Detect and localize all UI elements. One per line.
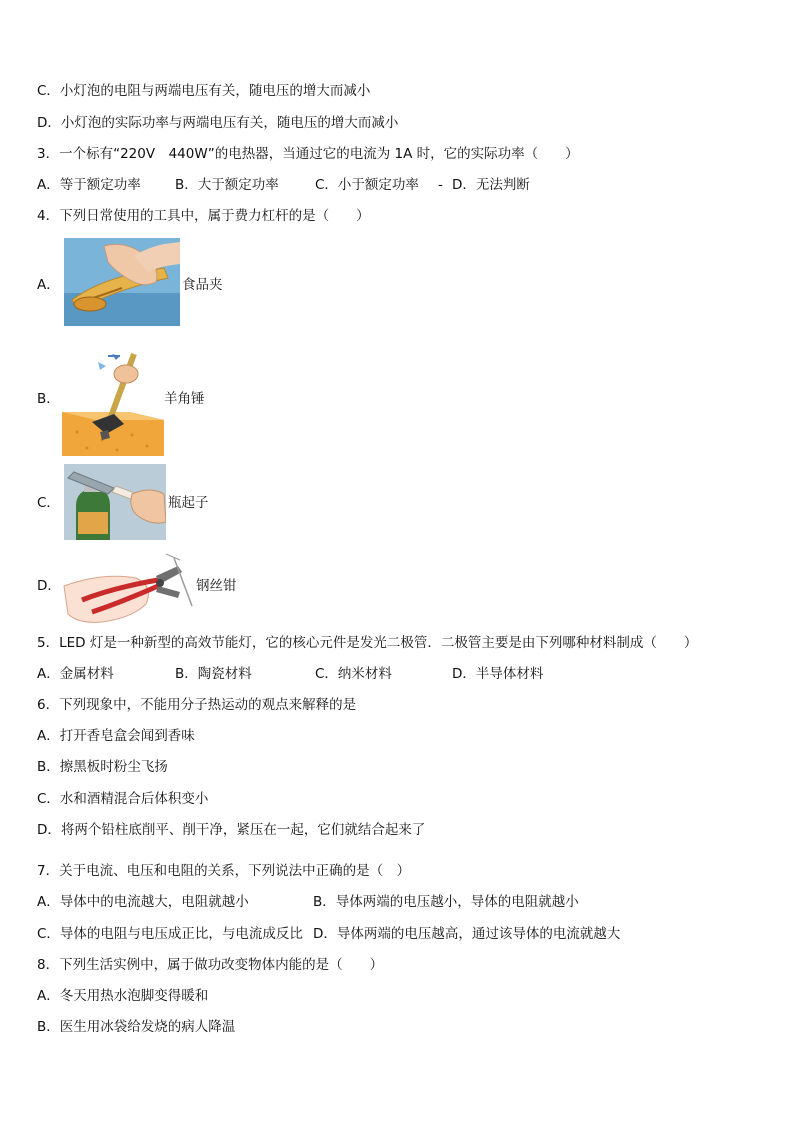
- q6-option-a: A．打开香皂盒会闻到香味: [37, 728, 195, 744]
- q7-option-c: C．导体的电阻与电压成正比，与电流成反比: [37, 926, 303, 942]
- q8-stem: 8．下列生活实例中，属于做功改变物体内能的是（ ）: [37, 957, 384, 973]
- q6-option-b: B．擦黑板时粉尘飞扬: [37, 759, 168, 775]
- q6-option-c: C．水和酒精混合后体积变小: [37, 791, 209, 807]
- food-tongs-image: [64, 238, 180, 326]
- q5-option-c: C．纳米材料: [315, 666, 392, 682]
- q6-stem: 6．下列现象中，不能用分子热运动的观点来解释的是: [37, 697, 357, 713]
- q6-option-d: D．将两个铅柱底削平、削干净，紧压在一起，它们就结合起来了: [37, 822, 426, 838]
- q3-option-c: C．小于额定功率: [315, 177, 419, 193]
- q8-option-a: A．冬天用热水泡脚变得暖和: [37, 988, 209, 1004]
- bottle-opener-image: [64, 464, 166, 540]
- q4-option-a-letter: A．: [37, 277, 60, 293]
- q3-option-b: B．大于额定功率: [175, 177, 279, 193]
- claw-hammer-image: [62, 350, 164, 456]
- q4-option-d-caption: 钢丝钳: [196, 578, 237, 594]
- q4-stem: 4．下列日常使用的工具中，属于费力杠杆的是（ ）: [37, 208, 370, 224]
- q5-option-d: D．半导体材料: [452, 666, 544, 682]
- q5-option-b: B．陶瓷材料: [175, 666, 252, 682]
- q4-option-c-letter: C．: [37, 495, 60, 511]
- q8-option-b: B．医生用冰袋给发烧的病人降温: [37, 1019, 236, 1035]
- q2-option-c: C．小灯泡的电阻与两端电压有关，随电压的增大而减小: [37, 83, 371, 99]
- wire-pliers-image: [62, 552, 194, 628]
- q7-option-d: D．导体两端的电压越高，通过该导体的电流就越大: [313, 926, 621, 942]
- q5-stem: 5．LED 灯是一种新型的高效节能灯，它的核心元件是发光二极管．二极管主要是由下列哪种材料制成（ ）: [37, 635, 698, 651]
- q7-option-b: B．导体两端的电压越小，导体的电阻就越小: [313, 894, 579, 910]
- q4-option-a-caption: 食品夹: [182, 277, 223, 293]
- q3-option-a: A．等于额定功率: [37, 177, 141, 193]
- q3-stem: 3．一个标有“220V 440W”的电热器，当通过它的电流为 1A 时，它的实际功率（ ）: [37, 146, 579, 162]
- q4-option-d-letter: D．: [37, 578, 61, 594]
- q7-option-a: A．导体中的电流越大，电阻就越小: [37, 894, 249, 910]
- q4-option-b-letter: B．: [37, 391, 60, 407]
- q4-option-b-caption: 羊角锤: [164, 391, 205, 407]
- q3-dash-mark: -: [438, 177, 443, 193]
- q5-option-a: A．金属材料: [37, 666, 114, 682]
- q4-option-c-caption: 瓶起子: [168, 495, 209, 511]
- q7-stem: 7．关于电流、电压和电阻的关系，下列说法中正确的是（ ）: [37, 863, 411, 879]
- q2-option-d: D．小灯泡的实际功率与两端电压有关，随电压的增大而减小: [37, 115, 399, 131]
- q3-option-d: D．无法判断: [452, 177, 530, 193]
